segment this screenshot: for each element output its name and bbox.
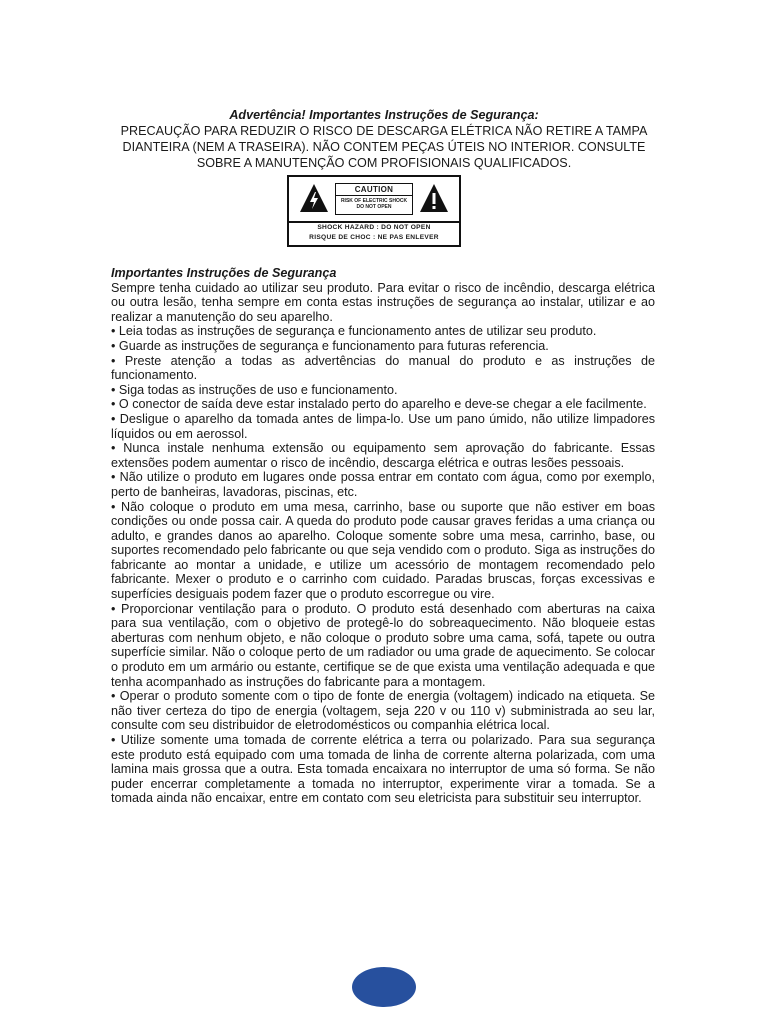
header-warning-line-2: DIANTEIRA (NEM A TRASEIRA). NÃO CONTEM PEÇAS ÚTEIS NO INTERIOR. CONSULTE xyxy=(122,140,646,154)
intro-paragraph: Sempre tenha cuidado ao utilizar seu produto. Para evitar o risco de incêndio, descarga elétrica ou outra lesão, tenha sempre em conta estas instruções de segurança ao instalar, utilizar e ao realizar a manutenção do seu aparelho. xyxy=(111,280,655,324)
instruction-item: • Nunca instale nenhuma extensão ou equipamento sem aprovação do fabricante. Essas extensões podem aumentar o risco de incêndio, descarga elétrica e outras lesões pessoais. xyxy=(111,441,655,470)
exclamation-triangle-icon xyxy=(419,183,449,213)
safety-instructions-body xyxy=(111,266,655,806)
header-title: Advertência! Importantes Instruções de Segurança xyxy=(229,108,535,122)
header-title-line xyxy=(100,107,668,123)
header-title-colon: : xyxy=(534,108,539,122)
instruction-item: • Siga todas as instruções de uso e funcionamento. xyxy=(111,382,398,397)
instruction-item: • Guarde as instruções de segurança e funcionamento para futuras referencia. xyxy=(111,338,549,353)
instruction-item: • Leia todas as instruções de segurança e funcionamento antes de utilizar seu produto. xyxy=(111,324,597,339)
instruction-item: • O conector de saída deve estar instalado perto do aparelho e deve-se chegar a ele facilmente. xyxy=(111,397,647,412)
caution-label-image xyxy=(287,175,461,247)
caution-title: CAUTION xyxy=(336,184,412,196)
caution-center-panel xyxy=(335,183,413,215)
header-warning-line-3: SOBRE A MANUTENÇÃO COM PROFISIONAIS QUALIFICADOS. xyxy=(196,156,572,170)
instruction-item: • Desligue o aparelho da tomada antes de limpa-lo. Use um pano úmido, não utilize limpadores líquidos ou em aerossol. xyxy=(111,411,655,441)
caution-label-top xyxy=(289,177,459,223)
caution-bottom-text xyxy=(289,223,459,243)
safety-header xyxy=(100,107,668,171)
instruction-item: • Utilize somente uma tomada de corrente elétrica a terra ou polarizado. Para sua segurança este produto está equipado com uma tomada de linha de corrente alterna polarizada, com uma lamina mais grossa que a outra. Esta tomada encaixara no interruptor de uma só forma. Se não puder encerrar completamente a tomada no interruptor, experimente virar a tomada. Se a tomada ainda não encaixar, entre em contato com seu eletricista para substituir seu interruptor. xyxy=(111,733,655,806)
lightning-triangle-icon xyxy=(299,183,329,213)
caution-risk-text xyxy=(336,196,412,210)
caution-bottom-line-1: SHOCK HAZARD : DO NOT OPEN xyxy=(317,224,431,231)
instruction-item: • Preste atenção a todas as advertências do manual do produto e as instruções de funcionamento. xyxy=(111,353,655,383)
caution-bottom-line-2: RISQUE DE CHOC : NE PAS ENLEVER xyxy=(309,234,439,241)
instruction-item: • Operar o produto somente com o tipo de fonte de energia (voltagem) indicado na etiqueta. Se não tiver certeza do tipo de energia (voltagem, seja 220 v ou 110 v) subministrada ao seu lar, consulte com seu distribuidor de eletrodomésticos ou companhia elétrica local. xyxy=(111,689,655,733)
instruction-item: • Não utilize o produto em lugares onde possa entrar em contato com água, como por exemplo, perto de banheiras, lavadoras, piscinas, etc. xyxy=(111,470,655,499)
instruction-item: • Não coloque o produto em uma mesa, carrinho, base ou suporte que não estiver em boas condições ou onde possa cair. A queda do produto pode causar graves feridas a uma criança ou adulto, e grandes danos ao aparelho. Coloque somente sobre uma mesa, carrinho, base, ou suportes recomendado pelo fabricante ou que seja vendido com o produto. Siga as instruções do fabricante ao montar a unidade, e utilize um acessório de montagem recomendado pelo fabricante. Mexer o produto e o carrinho com cuidado. Paradas bruscas, forças excessivas e superfícies desiguais podem fazer que o produto escorregue ou vire. xyxy=(111,499,655,602)
header-warning-line-1: PRECAUÇÃO PARA REDUZIR O RISCO DE DESCARGA ELÉTRICA NÃO RETIRE A TAMPA xyxy=(120,124,648,138)
caution-risk-line-2: DO NOT OPEN xyxy=(356,204,392,210)
instruction-item: • Proporcionar ventilação para o produto. O produto está desenhado com aberturas na caixa para sua ventilação, com o objetivo de protegê-lo do sobreaquecimento. Não bloqueie estas aberturas com nenhum objeto, e não coloque o produto sobre uma cama, sofá, tapete ou outra superfície similar. Não o coloque perto de um radiador ou uma grade de aquecimento. Se colocar o produto em um armário ou estante, certifique se de que exista uma ventilação adequada e que tenha acompanhado as instruções do fabricante para a montagem. xyxy=(111,601,655,689)
caution-risk-line-1: RISK OF ELECTRIC SHOCK xyxy=(340,198,408,204)
page-number-oval xyxy=(352,967,416,1007)
section-subtitle: Importantes Instruções de Segurança xyxy=(111,266,337,280)
